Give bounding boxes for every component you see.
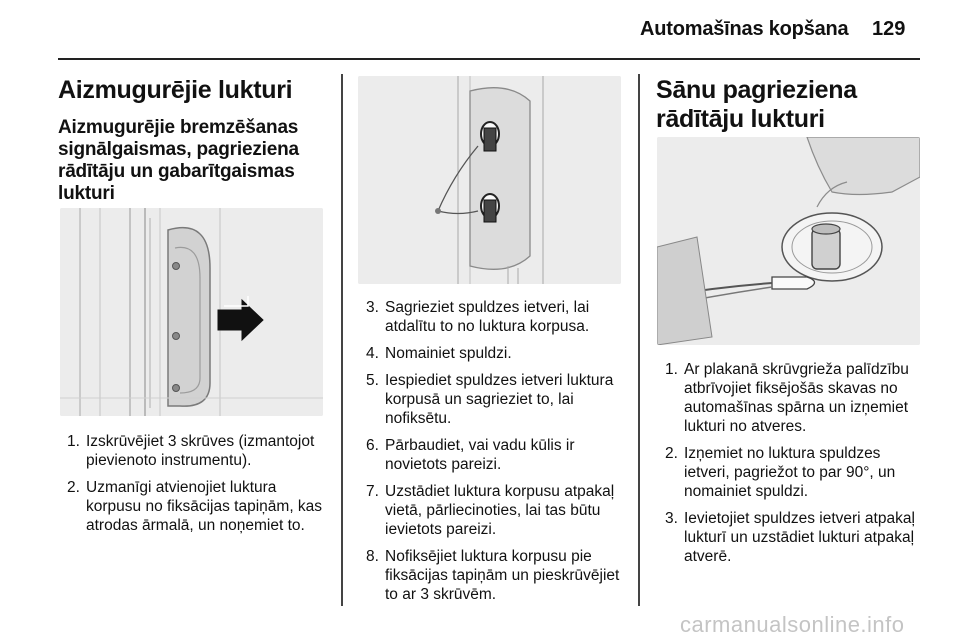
watermark: carmanualsonline.info [680,612,905,637]
list-item: 7. Uzstādiet luktura korpusu atpakaļ vietā, pārliecinoties, lai tas būtu ievietots pareizi. [366,483,615,538]
figure-rear-light-screws [60,208,323,416]
side-indicator-illustration [657,137,920,345]
running-header-title: Automašīnas kopšana [640,18,849,40]
left-steps-list [67,432,329,543]
bulb-holder-illustration [358,76,621,284]
page-number: 129 [872,18,906,40]
rear-light-illustration [60,208,323,416]
column-divider-right [638,74,640,606]
middle-steps-list [366,298,628,612]
column-divider-left [341,74,343,606]
figure-side-indicator [657,137,920,345]
list-item: 3. Sagrieziet spuldzes ietveri, lai atdalītu to no luktura korpusa. [366,299,590,335]
list-item: 3. Ievietojiet spuldzes ietveri atpakaļ lukturī un uzstādiet lukturi atpakaļ atverē. [665,510,915,565]
list-item: 8. Nofiksējiet luktura korpusu pie fiksācijas tapiņām un pieskrūvējiet to ar 3 skrūvēm. [366,548,620,603]
list-item: 4. Nomainiet spuldzi. [366,345,512,362]
section-title-side-indicators: Sānu pagrieziena rādītāju lukturi [656,76,857,133]
list-item: 5. Iespiediet spuldzes ietveri luktura korpusā un sagrieziet to, lai nofiksētu. [366,372,614,427]
list-item: 1. Izskrūvējiet 3 skrūves (izmantojot pievienoto instrumentu). [67,433,315,469]
subsection-title-rear-lamps: Aizmugurējie bremzēšanas signālgaismas, pagrieziena rādītāju un gabarītgaismas lukturi [58,117,299,204]
header-divider [58,58,920,60]
list-item: 6. Pārbaudiet, vai vadu kūlis ir novietots pareizi. [366,437,575,473]
section-title-rear-lights: Aizmugurējie lukturi [58,76,293,104]
figure-bulb-holder [358,76,621,284]
right-steps-list [665,360,930,574]
list-item: 2. Uzmanīgi atvienojiet luktura korpusu no fiksācijas tapiņām, kas atrodas ārmalā, un noņemiet to. [67,479,323,534]
list-item: 2. Izņemiet no luktura spuldzes ietveri, pagriežot to par 90°, un nomainiet spuldzi. [665,445,896,500]
list-item: 1. Ar plakanā skrūvgrieža palīdzību atbrīvojiet fiksējošās skavas no automašīnas spārna un izņemiet lukturi no atveres. [665,361,909,435]
